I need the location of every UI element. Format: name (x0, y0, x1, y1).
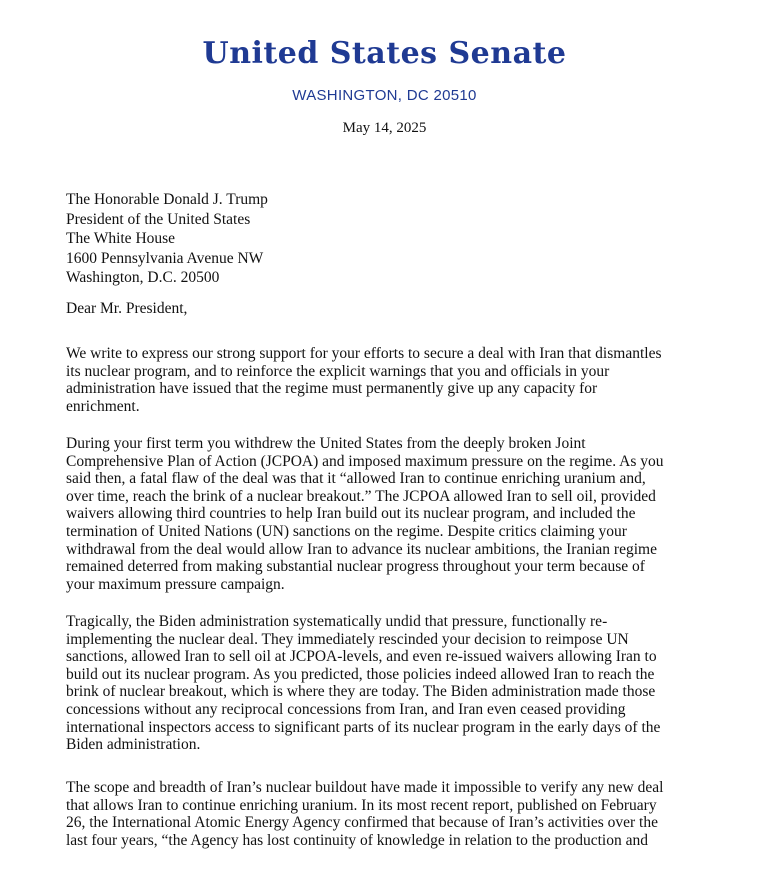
body-paragraph (66, 779, 696, 849)
paragraph-line: its nuclear program, and to reinforce the explicit warnings that you and officials in your (66, 362, 610, 380)
paragraph-line: international inspectors access to significant parts of its nuclear program in the early days of the (66, 718, 661, 736)
paragraph-line: that allows Iran to continue enriching uranium. In its most recent report, published on February (66, 796, 657, 814)
paragraph-line: waivers allowing third countries to help Iran build out its nuclear program, and included the (66, 505, 636, 523)
paragraph-line: said then, a fatal flaw of the deal was that it “allowed Iran to continue enriching uranium and, (66, 470, 646, 488)
letterhead-title: United States Senate (202, 36, 567, 71)
recipient-line: The Honorable Donald J. Trump (66, 191, 268, 208)
recipient-line: President of the United States (66, 210, 251, 228)
body-paragraph (66, 435, 696, 593)
paragraph-line: build out its nuclear program. As you predicted, those policies indeed allowed Iran to reach the (66, 665, 655, 683)
paragraph-line: The scope and breadth of Iran’s nuclear buildout have made it impossible to verify any new deal (66, 779, 664, 796)
paragraph-line: 26, the International Atomic Energy Agency confirmed that because of Iran’s activities over the (66, 814, 658, 832)
recipient-line: 1600 Pennsylvania Avenue NW (66, 249, 264, 267)
paragraph-line: over time, reach the brink of a nuclear breakout.” The JCPOA allowed Iran to sell oil, provided (66, 487, 656, 505)
letterhead-address: WASHINGTON, DC 20510 (292, 87, 477, 104)
paragraph-line: remained deterred from making substantial nuclear progress throughout your term because of (66, 558, 645, 576)
paragraph-line: During your first term you withdrew the United States from the deeply broken Joint (66, 435, 586, 452)
salutation: Dear Mr. President, (66, 300, 188, 317)
paragraph-line: your maximum pressure campaign. (66, 575, 285, 593)
paragraph-line: We write to express our strong support for your efforts to secure a deal with Iran that dismantles (66, 345, 662, 362)
body-paragraph (66, 613, 696, 754)
paragraph-line: brink of nuclear breakout, which is where they are today. The Biden administration made those (66, 683, 656, 701)
paragraph-line: enrichment. (66, 397, 140, 415)
paragraph-line: termination of United Nations (UN) sanctions on the regime. Despite critics claiming your (66, 522, 627, 540)
recipient-line: Washington, D.C. 20500 (66, 269, 220, 286)
paragraph-line: Tragically, the Biden administration systematically undid that pressure, functionally re- (66, 613, 608, 630)
letter-date: May 14, 2025 (342, 120, 427, 136)
paragraph-line: implementing the nuclear deal. They immediately rescinded your decision to reimpose UN (66, 630, 629, 648)
recipient-line: The White House (66, 230, 176, 247)
paragraph-line: Comprehensive Plan of Action (JCPOA) and imposed maximum pressure on the regime. As you (66, 452, 664, 470)
body-paragraph (66, 345, 696, 415)
paragraph-line: concessions without any reciprocal concessions from Iran, and Iran even ceased providing (66, 700, 626, 718)
paragraph-line: Biden administration. (66, 736, 201, 754)
paragraph-line: withdrawal from the deal would allow Iran to advance its nuclear ambitions, the Iranian regime (66, 540, 657, 558)
recipient-address-block (66, 190, 666, 288)
paragraph-line: sanctions, allowed Iran to sell oil at JCPOA-levels, and even re-issued waivers allowing Iran to (66, 648, 657, 666)
paragraph-line: last four years, “the Agency has lost continuity of knowledge in relation to the production and (66, 831, 648, 849)
paragraph-line: administration have issued that the regime must permanently give up any capacity for (66, 380, 598, 398)
